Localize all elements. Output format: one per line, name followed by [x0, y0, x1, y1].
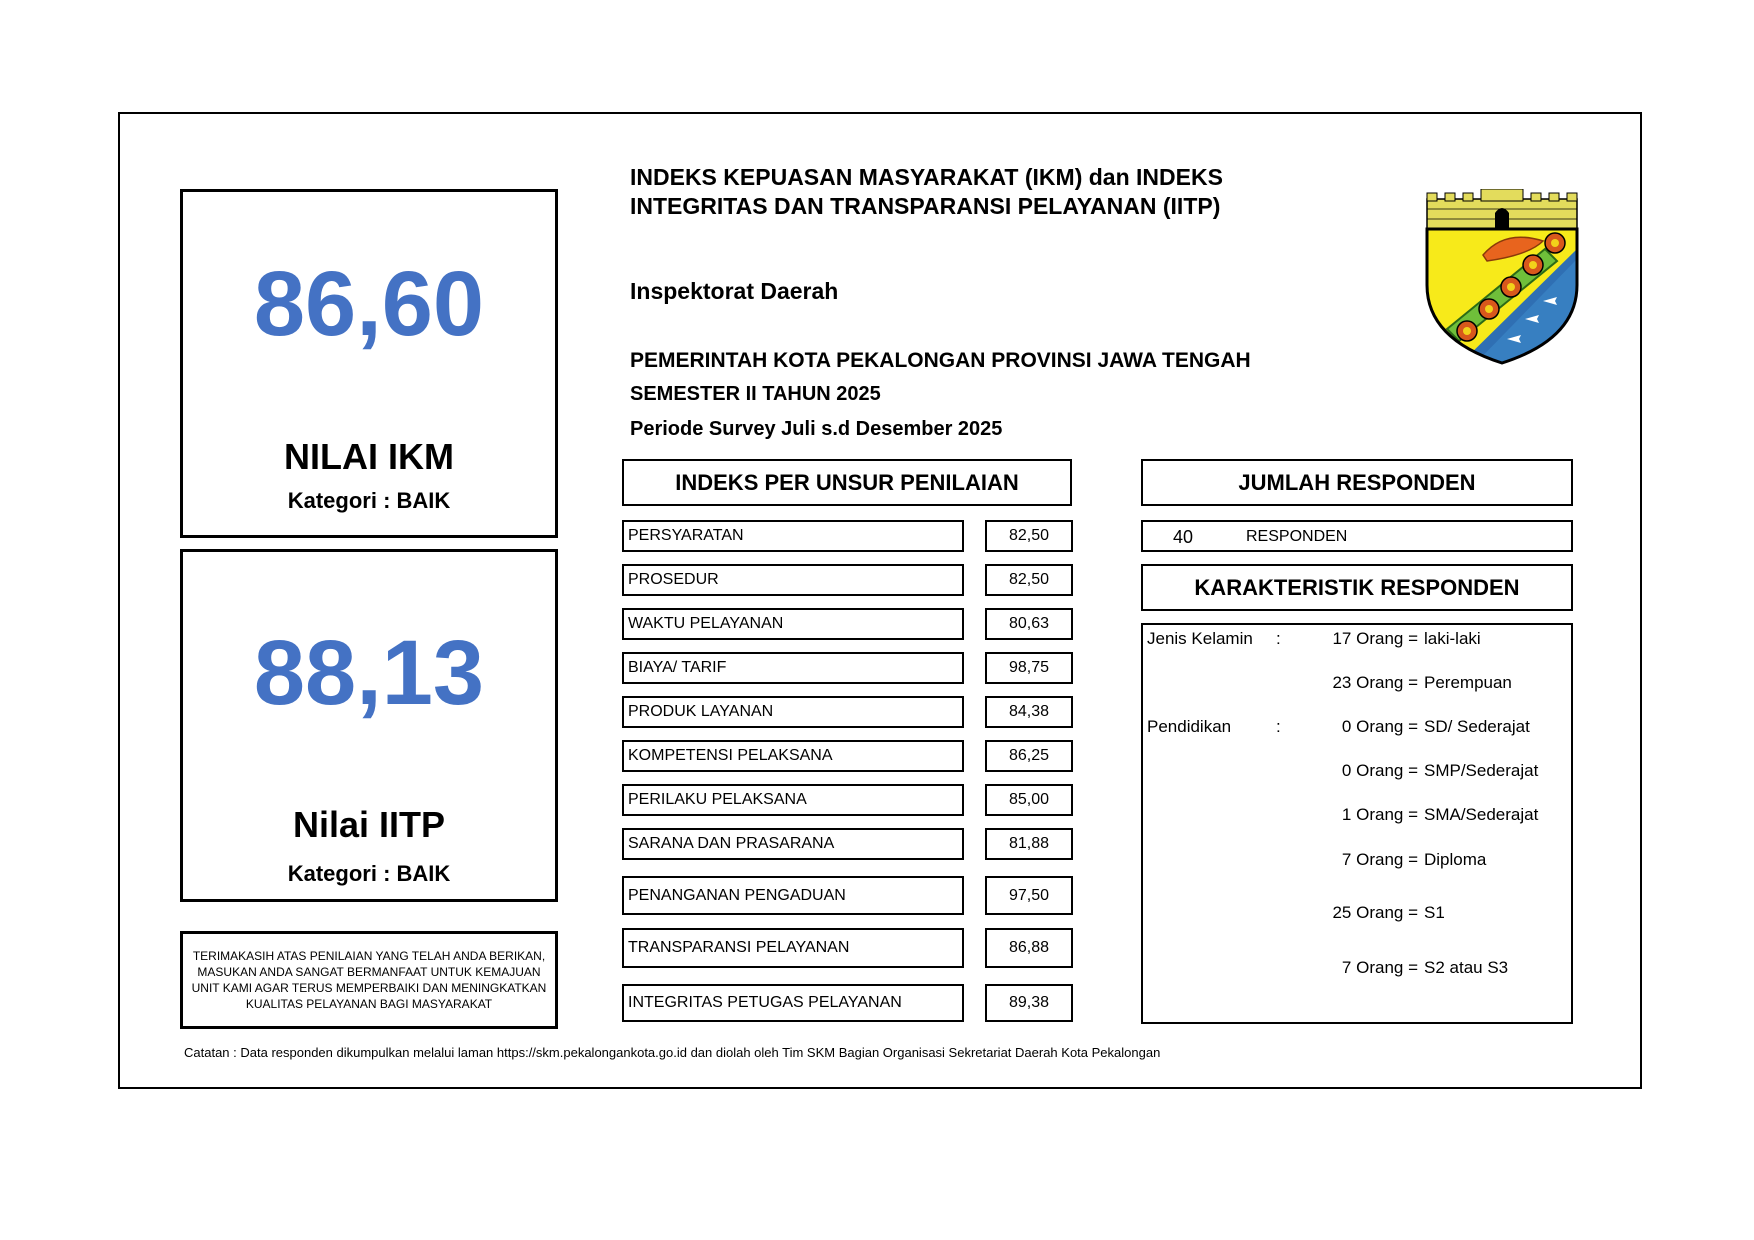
unsur-label: PROSEDUR [628, 571, 719, 588]
unsur-value-box [985, 928, 1073, 968]
data-source-note: Catatan : Data responden dikumpulkan melalui laman https://skm.pekalongankota.go.id dan diolah oleh Tim SKM Bagian Organisasi Sekretariat Daerah Kota Pekalongan [184, 1045, 1161, 1060]
unsur-label: SARANA DAN PRASARANA [628, 835, 835, 852]
thanks-message: TERIMAKASIH ATAS PENILAIAN YANG TELAH ANDA BERIKAN, MASUKAN ANDA SANGAT BERMANFAAT UNTUK KEMAJUAN UNIT KAMI AGAR TERUS MEMPERBAIKI DAN MENINGKATKAN KUALITAS PELAYANAN BAGI MASYARAKAT [191, 949, 547, 1011]
karakteristik-desc: SD/ Sederajat [1424, 717, 1530, 736]
unsur-value-box [985, 520, 1073, 552]
unsur-label: PERSYARATAN [628, 527, 744, 544]
karakteristik-count: 17 Orang = [1332, 629, 1418, 648]
unsur-label-box [622, 784, 964, 816]
unsur-label-box [622, 564, 964, 596]
unsur-value: 84,38 [1008, 703, 1050, 720]
report-title-line-1: INDEKS KEPUASAN MASYARAKAT (IKM) dan INDEKS [630, 164, 1223, 190]
iitp-score: 88,13 [253, 622, 485, 724]
unsur-value: 80,63 [1008, 615, 1050, 632]
responden-heading: JUMLAH RESPONDEN [1238, 469, 1476, 495]
unsur-label: TRANSPARANSI PELAYANAN [628, 939, 850, 956]
unsur-label-box [622, 520, 964, 552]
unsur-label: WAKTU PELAYANAN [628, 615, 784, 632]
unsur-value-box [985, 784, 1073, 816]
unsur-value: 86,25 [1008, 747, 1050, 764]
unsur-label: INTEGRITAS PETUGAS PELAYANAN [628, 994, 902, 1011]
karakteristik-heading: KARAKTERISTIK RESPONDEN [1194, 574, 1520, 600]
unsur-value: 81,88 [1008, 835, 1050, 852]
karakteristik-count: 0 Orang = [1341, 761, 1418, 780]
ikm-box [180, 189, 558, 538]
karakteristik-desc: Perempuan [1424, 673, 1512, 692]
karakteristik-category: Pendidikan [1147, 717, 1232, 736]
karakteristik-count: 7 Orang = [1341, 850, 1418, 869]
karakteristik-desc: S2 atau S3 [1424, 958, 1509, 977]
unsur-value: 85,00 [1008, 791, 1050, 808]
karakteristik-desc: laki-laki [1424, 629, 1481, 648]
iitp-category: Kategori : BAIK [287, 861, 451, 886]
unsur-value: 82,50 [1008, 527, 1050, 544]
unsur-label-box [622, 828, 964, 860]
unsur-value: 98,75 [1008, 659, 1050, 676]
report-title-line-2: INTEGRITAS DAN TRANSPARANSI PELAYANAN (IITP) [630, 193, 1221, 219]
karakteristik-category: Jenis Kelamin [1147, 629, 1253, 648]
agency-name: Inspektorat Daerah [630, 278, 839, 304]
survey-period: Periode Survey Juli s.d Desember 2025 [630, 418, 1003, 440]
responden-count-box [1141, 520, 1573, 552]
unsur-label-box [622, 876, 964, 915]
city-emblem-icon [1425, 189, 1579, 365]
unsur-value: 86,88 [1008, 939, 1050, 956]
unsur-value-box [985, 876, 1073, 915]
karakteristik-desc: SMA/Sederajat [1424, 805, 1539, 824]
thanks-message-box [180, 931, 558, 1029]
iitp-box [180, 549, 558, 902]
unsur-value: 89,38 [1008, 994, 1050, 1011]
unsur-label: PRODUK LAYANAN [628, 703, 774, 720]
unsur-value-box [985, 608, 1073, 640]
unsur-label-box [622, 696, 964, 728]
karakteristik-desc: Diploma [1424, 850, 1487, 869]
unsur-label: PERILAKU PELAKSANA [628, 791, 807, 808]
unsur-label: BIAYA/ TARIF [628, 659, 727, 676]
karakteristik-colon: : [1276, 629, 1281, 648]
unsur-value-box [985, 740, 1073, 772]
unsur-label-box [622, 984, 964, 1022]
karakteristik-desc: SMP/Sederajat [1424, 761, 1539, 780]
unsur-heading: INDEKS PER UNSUR PENILAIAN [675, 469, 1019, 495]
government-name: PEMERINTAH KOTA PEKALONGAN PROVINSI JAWA TENGAH [630, 349, 1251, 372]
ikm-score: 86,60 [253, 253, 485, 355]
karakteristik-colon: : [1276, 717, 1281, 736]
karakteristik-count: 1 Orang = [1341, 805, 1418, 824]
unsur-label: PENANGANAN PENGADUAN [628, 886, 846, 904]
karakteristik-desc: S1 [1424, 903, 1445, 922]
unsur-value-box [985, 984, 1073, 1022]
unsur-label-box [622, 608, 964, 640]
karakteristik-count: 7 Orang = [1341, 958, 1418, 977]
responden-count: 40 [1173, 527, 1194, 547]
unsur-value: 97,50 [1008, 886, 1050, 904]
unsur-value-box [985, 696, 1073, 728]
unsur-heading-box [622, 459, 1072, 506]
semester-label: SEMESTER II TAHUN 2025 [630, 383, 881, 405]
unsur-value-box [985, 564, 1073, 596]
unsur-value-box [985, 828, 1073, 860]
responden-unit: RESPONDEN [1246, 528, 1348, 545]
responden-heading-box [1141, 459, 1573, 506]
unsur-label-box [622, 652, 964, 684]
karakteristik-count: 25 Orang = [1332, 903, 1418, 922]
unsur-label: KOMPETENSI PELAKSANA [628, 747, 833, 764]
unsur-value: 82,50 [1008, 571, 1050, 588]
unsur-value-box [985, 652, 1073, 684]
iitp-label: Nilai IITP [292, 804, 446, 845]
unsur-label-box [622, 740, 964, 772]
karakteristik-count: 0 Orang = [1341, 717, 1418, 736]
ikm-category: Kategori : BAIK [287, 488, 451, 513]
unsur-label-box [622, 928, 964, 968]
karakteristik-heading-box [1141, 564, 1573, 611]
ikm-label: NILAI IKM [284, 436, 454, 477]
karakteristik-count: 23 Orang = [1332, 673, 1418, 692]
